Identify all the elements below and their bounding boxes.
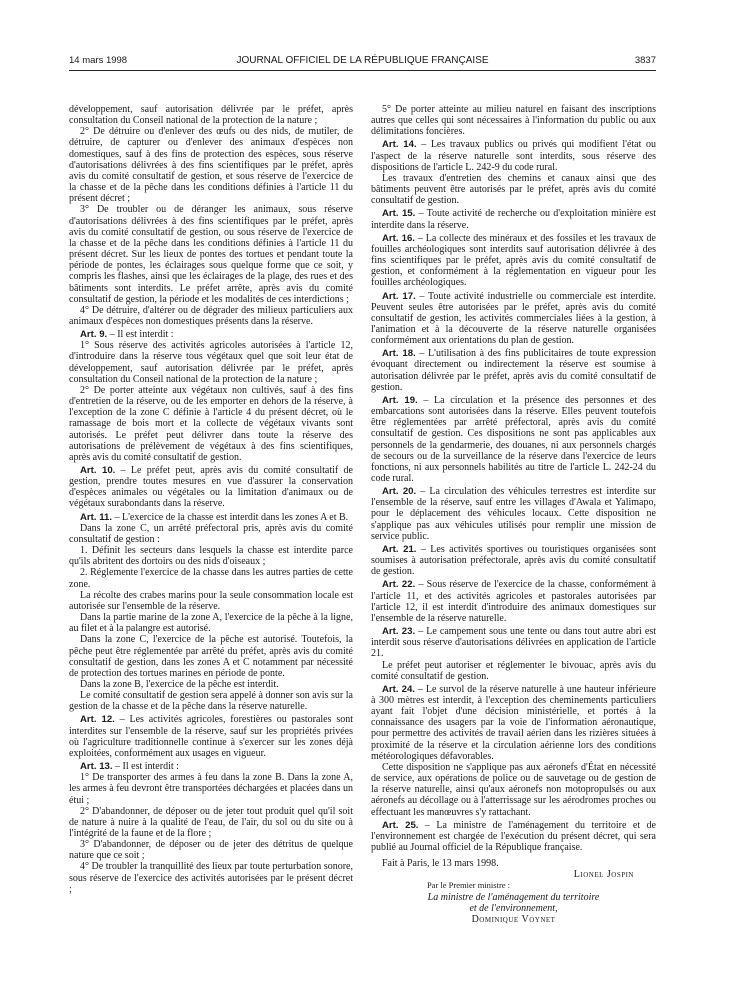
- paragraph-text: 2° D'abandonner, de déposer ou de jeter tout produit quel qu'il soit de nature à nuire à la qualité de l'eau, de l'air, du sol ou du site ou à l'intégrité de la faune et de la flore ;: [69, 805, 353, 839]
- header-date: 14 mars 1998: [69, 55, 128, 66]
- paragraph: [69, 612, 353, 634]
- paragraph: [69, 861, 353, 894]
- article-number: Art. 19.: [382, 394, 418, 406]
- paragraph: [69, 385, 353, 463]
- header-journal-title: JOURNAL OFFICIEL DE LA RÉPUBLIQUE FRANÇAISE: [236, 55, 489, 66]
- paragraph-text: Dans la zone C, un arrêté préfectoral pris, après avis du comité consultatif de gestion :: [69, 522, 353, 545]
- paragraph-text: Dans la zone C, l'exercice de la pêche est autorisé. Toutefois, la pêche peut être réglementée par arrêté du préfet, après avis du comité consultatif de gestion, dans les zones A et C notamment par nécessité de protection des tortues marines en période de ponte.: [69, 634, 353, 679]
- article-number: Art. 14.: [382, 139, 417, 151]
- paragraph-text: – La circulation et la présence des personnes et des embarcations sont autorisées dans la réserve. Elles peuvent toutefois être réglementées par arrêté préfectoral, après avis du comité consultatif de gestion. Ces dispositions ne sont pas applicables aux personnels de la gendarmerie, des douanes, ni aux personnels chargés de secours ou de la surveillance de la réserve dans l'exercice de leurs fonctions, ni aux personnels habilités au titre de l'article L. 242-24 du code rural.: [371, 394, 656, 484]
- article-number: Art. 16.: [382, 232, 415, 244]
- paragraph-text: 4° De troubler la tranquillité des lieux par toute perturbation sonore, sous réserve de l'exercice des activités autorisées par le présent décret ;: [69, 861, 353, 895]
- paragraph: [371, 762, 656, 818]
- article-paragraph: [69, 465, 353, 510]
- paragraph: [69, 806, 353, 839]
- paragraph-text: – Il est interdit :: [112, 761, 179, 773]
- minister-title-line1: La ministre de l'aménagement du territoire: [427, 891, 600, 903]
- article-number: Art. 11.: [80, 511, 112, 523]
- article-paragraph: [371, 348, 656, 393]
- paragraph-text: – L'exercice de la chasse est interdit dans les zones A et B.: [112, 511, 349, 523]
- paragraph-text: développement, sauf autorisation délivrée par le préfet, après consultation du Conseil national de la protection de la nature ;: [69, 104, 353, 127]
- paragraph-text: – La circulation des véhicules terrestres est interdite sur l'ensemble de la réserve, sauf entre les villages d'Awala et Yalimapo, pour le déplacement des véhicules locaux. Cette disposition ne s'applique pas aux véhicules utilisés pour remplir une mission de service public.: [371, 486, 656, 542]
- signature-by-pm: Par le Premier ministre :: [426, 880, 511, 891]
- paragraph: [69, 634, 353, 679]
- article-paragraph: [371, 208, 656, 230]
- paragraph-text: – Toute activité industrielle ou commerciale est interdite. Peuvent seules être autorisées par le préfet, après avis du comité consultatif de gestion, les activités commerciales liées à la gestion, à l'animation et à la découverte de la réserve naturelle organisées conformément aux orientations du plan de gestion.: [371, 290, 656, 347]
- paragraph-text: Le comité consultatif de gestion sera appelé à donner son avis sur la gestion de la chasse et de la pêche dans la réserve naturelle.: [69, 690, 353, 713]
- signature-block: [371, 858, 656, 925]
- paragraph-text: 1° Sous réserve des activités agricoles autorisées à l'article 12, d'introduire dans la réserve tous végétaux quel que soit leur état de développement, sauf autorisation délivrée par le préfet, après consultation du Conseil national de la protection de la nature ;: [69, 340, 353, 385]
- article-paragraph: [371, 544, 656, 577]
- article-paragraph: [371, 139, 656, 172]
- paragraph-text: 2. Réglemente l'exercice de la chasse dans les autres parties de cette zone.: [69, 567, 353, 590]
- paragraph: [69, 204, 353, 304]
- paragraph: [69, 104, 353, 126]
- article-paragraph: [371, 684, 656, 762]
- paragraph-text: Les travaux d'entretien des chemins et canaux ainsi que des bâtiments peuvent être autorisés par le préfet, après avis du comité consultatif de gestion.: [371, 172, 656, 207]
- article-paragraph: [371, 291, 656, 347]
- article-number: Art. 23.: [382, 626, 416, 638]
- article-number: Art. 9.: [80, 329, 108, 341]
- paragraph-text: – Le survol de la réserve naturelle à une hauteur inférieure à 300 mètres est interdit, à l'exception des cheminements particuliers ayant fait l'objet d'une décision ministérielle, et portés à la connaissance des usagers par la voie de l'information aéronautique, pour permettre des activités de travail aérien dans les rizières situées à proximité de la réserve et la circulation aérienne lors des conditions météorologiques défavorables.: [371, 683, 656, 762]
- left-column: [69, 104, 353, 895]
- paragraph: [69, 590, 353, 612]
- right-column: [371, 104, 656, 925]
- paragraph: [371, 660, 656, 682]
- paragraph-text: 2° De porter atteinte aux végétaux non cultivés, sauf à des fins d'entretien de la réserve, ou de les emporter en dehors de la réserve, à l'exception de la zone C définie à l'article 4 du présent décret, où le ramassage de bois mort et la collecte de végétaux vivants sont autorisés. Le préfet peut délivrer dans toute la réserve des autorisations de prélèvement de végétaux à des fins scientifiques, après avis du comité consultatif de gestion.: [69, 384, 353, 463]
- article-number: Art. 10.: [80, 465, 116, 476]
- paragraph-text: La récolte des crabes marins pour la seule consommation locale est autorisée sur l'ensemble de la réserve.: [69, 589, 353, 612]
- paragraph: [69, 545, 353, 567]
- article-number: Art. 15.: [382, 208, 416, 220]
- paragraph-text: – Les activités agricoles, forestières ou pastorales sont interdites sur l'ensemble de la réserve, sauf sur les propriétés privées où l'agriculture traditionnelle continue à s'exercer sur les zones déjà exploitées, conformément aux usages en vigueur.: [69, 714, 353, 759]
- paragraph: [69, 839, 353, 861]
- article-paragraph: [69, 329, 353, 340]
- paragraph: [69, 690, 353, 712]
- paragraph-text: 5° De porter atteinte au milieu naturel en faisant des inscriptions autres que celles qui sont nécessaires à l'information du public ou aux délimitations foncières.: [371, 104, 656, 138]
- article-number: Art. 22.: [382, 579, 416, 591]
- header-rule: [69, 70, 656, 71]
- paragraph-text: – Les activités sportives ou touristiques organisées sont soumises à autorisation préfectorale, après avis du comité consultatif de gestion.: [371, 543, 657, 578]
- page-header: [69, 55, 656, 67]
- signature-minister: Dominique Voynet: [471, 913, 556, 925]
- paragraph-text: 1. Définit les secteurs dans lesquels la chasse est interdite parce qu'ils abritent des dortoirs ou des nids d'oiseaux ;: [69, 545, 353, 568]
- paragraph-text: 3° De troubler ou de déranger les animaux, sous réserve d'autorisations délivrées à des fins scientifiques par le préfet, après avis du comité consultatif de gestion, ou sous réserve de l'exercice de la chasse et de la pêche dans les conditions définies à l'article 11 du présent décret. Sur les lieux de pontes des tortues et pendant toute la période de pontes, les éclairages sous quelque forme que ce soit, y compris les flashes, ainsi que les éclairages de la plage, des rues et des bâtiments sont interdits. Le préfet arrête, après avis du comité consultatif de gestion, la période et les modalités de ces interdictions ;: [69, 204, 353, 305]
- paragraph-text: Cette disposition ne s'applique pas aux aéronefs d'État en nécessité de service, aux opérations de police ou de sauvetage ou de gestion de la réserve naturelle, ainsi qu'aux aéronefs non motopropulsés ou aux aéronefs au décollage ou à l'atterrissage sur les aérodromes proches ou effectuant les manœuvres s'y rattachant.: [371, 761, 656, 818]
- paragraph-text: – Le campement sous une tente ou dans tout autre abri est interdit sous réserve d'autorisations délivrées en application de l'article 21.: [371, 626, 656, 660]
- paragraph: [371, 173, 656, 206]
- article-paragraph: [371, 233, 656, 289]
- paragraph-text: – Sous réserve de l'exercice de la chasse, conformément à l'article 11, et des activités agricoles et pastorales autorisées par l'article 12, il est interdit d'introduire des animaux domestiques sur l'ensemble de la réserve naturelle.: [371, 579, 656, 624]
- article-paragraph: [371, 579, 656, 624]
- article-number: Art. 25.: [382, 819, 419, 831]
- paragraph-text: 2° De détruire ou d'enlever des œufs ou des nids, de mutiler, de détruire, de capturer ou d'enlever des animaux d'espèces non domestiques, sauf à des fins de protection des espèces, sous réserve d'autorisations délivrées à des fins scientifiques par le préfet, après avis du comité consultatif de gestion, et sous réserve de l'exercice de la chasse et de la pêche dans les conditions définies à l'article 11 du présent décret ;: [69, 126, 353, 205]
- article-paragraph: [69, 512, 353, 523]
- paragraph-text: Le préfet peut autoriser et réglementer le bivouac, après avis du comité consultatif de gestion.: [371, 659, 656, 682]
- paragraph-text: – Toute activité de recherche ou d'exploitation minière est interdite dans la réserve.: [371, 208, 657, 231]
- paragraph: [69, 126, 353, 204]
- paragraph-text: – Il est interdit :: [107, 329, 174, 341]
- article-number: Art. 20.: [382, 486, 417, 498]
- paragraph: [371, 104, 656, 137]
- article-paragraph: [371, 486, 656, 542]
- paragraph: [69, 305, 353, 327]
- article-number: Art. 21.: [382, 543, 417, 555]
- paragraph: [69, 567, 353, 589]
- paragraph: [69, 772, 353, 805]
- paragraph: [69, 679, 353, 690]
- article-paragraph: [371, 626, 656, 659]
- paragraph-text: – L'utilisation à des fins publicitaires de toute expression évoquant directement ou indirectement la réserve est soumise à autorisation délivrée par le préfet, après avis du comité consultatif de gestion.: [371, 348, 657, 393]
- paragraph-text: Dans la partie marine de la zone A, l'exercice de la pêche à la ligne, au filet et à la palangre est autorisé.: [69, 612, 353, 635]
- paragraph-text: – La collecte des minéraux et des fossiles et les travaux de fouilles archéologiques sont interdits sauf autorisation délivrée à des fins scientifiques par le préfet, après avis du comité consultatif de gestion, et conformément à la réglementation en vigueur pour les fouilles archéologiques.: [371, 232, 656, 289]
- article-number: Art. 18.: [382, 348, 416, 360]
- article-paragraph: [69, 761, 353, 772]
- paragraph-text: – La ministre de l'aménagement du territoire et de l'environnement est chargée de l'exécution du présent décret, qui sera publié au Journal officiel de la République française.: [371, 819, 656, 853]
- paragraph-text: 1° De transporter des armes à feu dans la zone B. Dans la zone A, les armes à feu devront être transportées déchargées et placées dans un étui ;: [69, 772, 353, 806]
- paragraph: [69, 340, 353, 385]
- article-number: Art. 12.: [80, 714, 115, 726]
- paragraph-text: 3° D'abandonner, de déposer ou de jeter des détritus de quelque nature que ce soit ;: [69, 839, 353, 862]
- article-paragraph: [371, 395, 656, 484]
- article-paragraph: [69, 714, 353, 759]
- paragraph-text: – Les travaux publics ou privés qui modifient l'état ou l'aspect de la réserve naturelle sont interdits, sous réserve des dispositions de l'article L. 242-9 du code rural.: [371, 139, 656, 173]
- paragraph-text: – Le préfet peut, après avis du comité consultatif de gestion, prendre toutes mesures en vue d'assurer la conservation d'espèces animales ou végétales ou la limitation d'animaux ou de végétaux surabondants dans la réserve.: [69, 465, 353, 510]
- signature-place-date: Fait à Paris, le 13 mars 1998.: [382, 858, 499, 870]
- article-paragraph: [371, 820, 656, 853]
- paragraph-text: 4° De détruire, d'altérer ou de dégrader des milieux particuliers aux animaux d'espèces non domestiques présents dans la réserve.: [69, 304, 353, 327]
- article-number: Art. 17.: [382, 290, 416, 302]
- signature-prime-minister: Lionel Jospin: [573, 869, 634, 881]
- article-number: Art. 13.: [80, 761, 113, 773]
- paragraph-text: Dans la zone B, l'exercice de la pêche est interdit.: [80, 678, 279, 690]
- article-number: Art. 24.: [382, 683, 415, 695]
- minister-title-line2: et de l'environnement,: [469, 902, 558, 914]
- header-page-number: 3837: [634, 55, 656, 66]
- paragraph: [69, 523, 353, 545]
